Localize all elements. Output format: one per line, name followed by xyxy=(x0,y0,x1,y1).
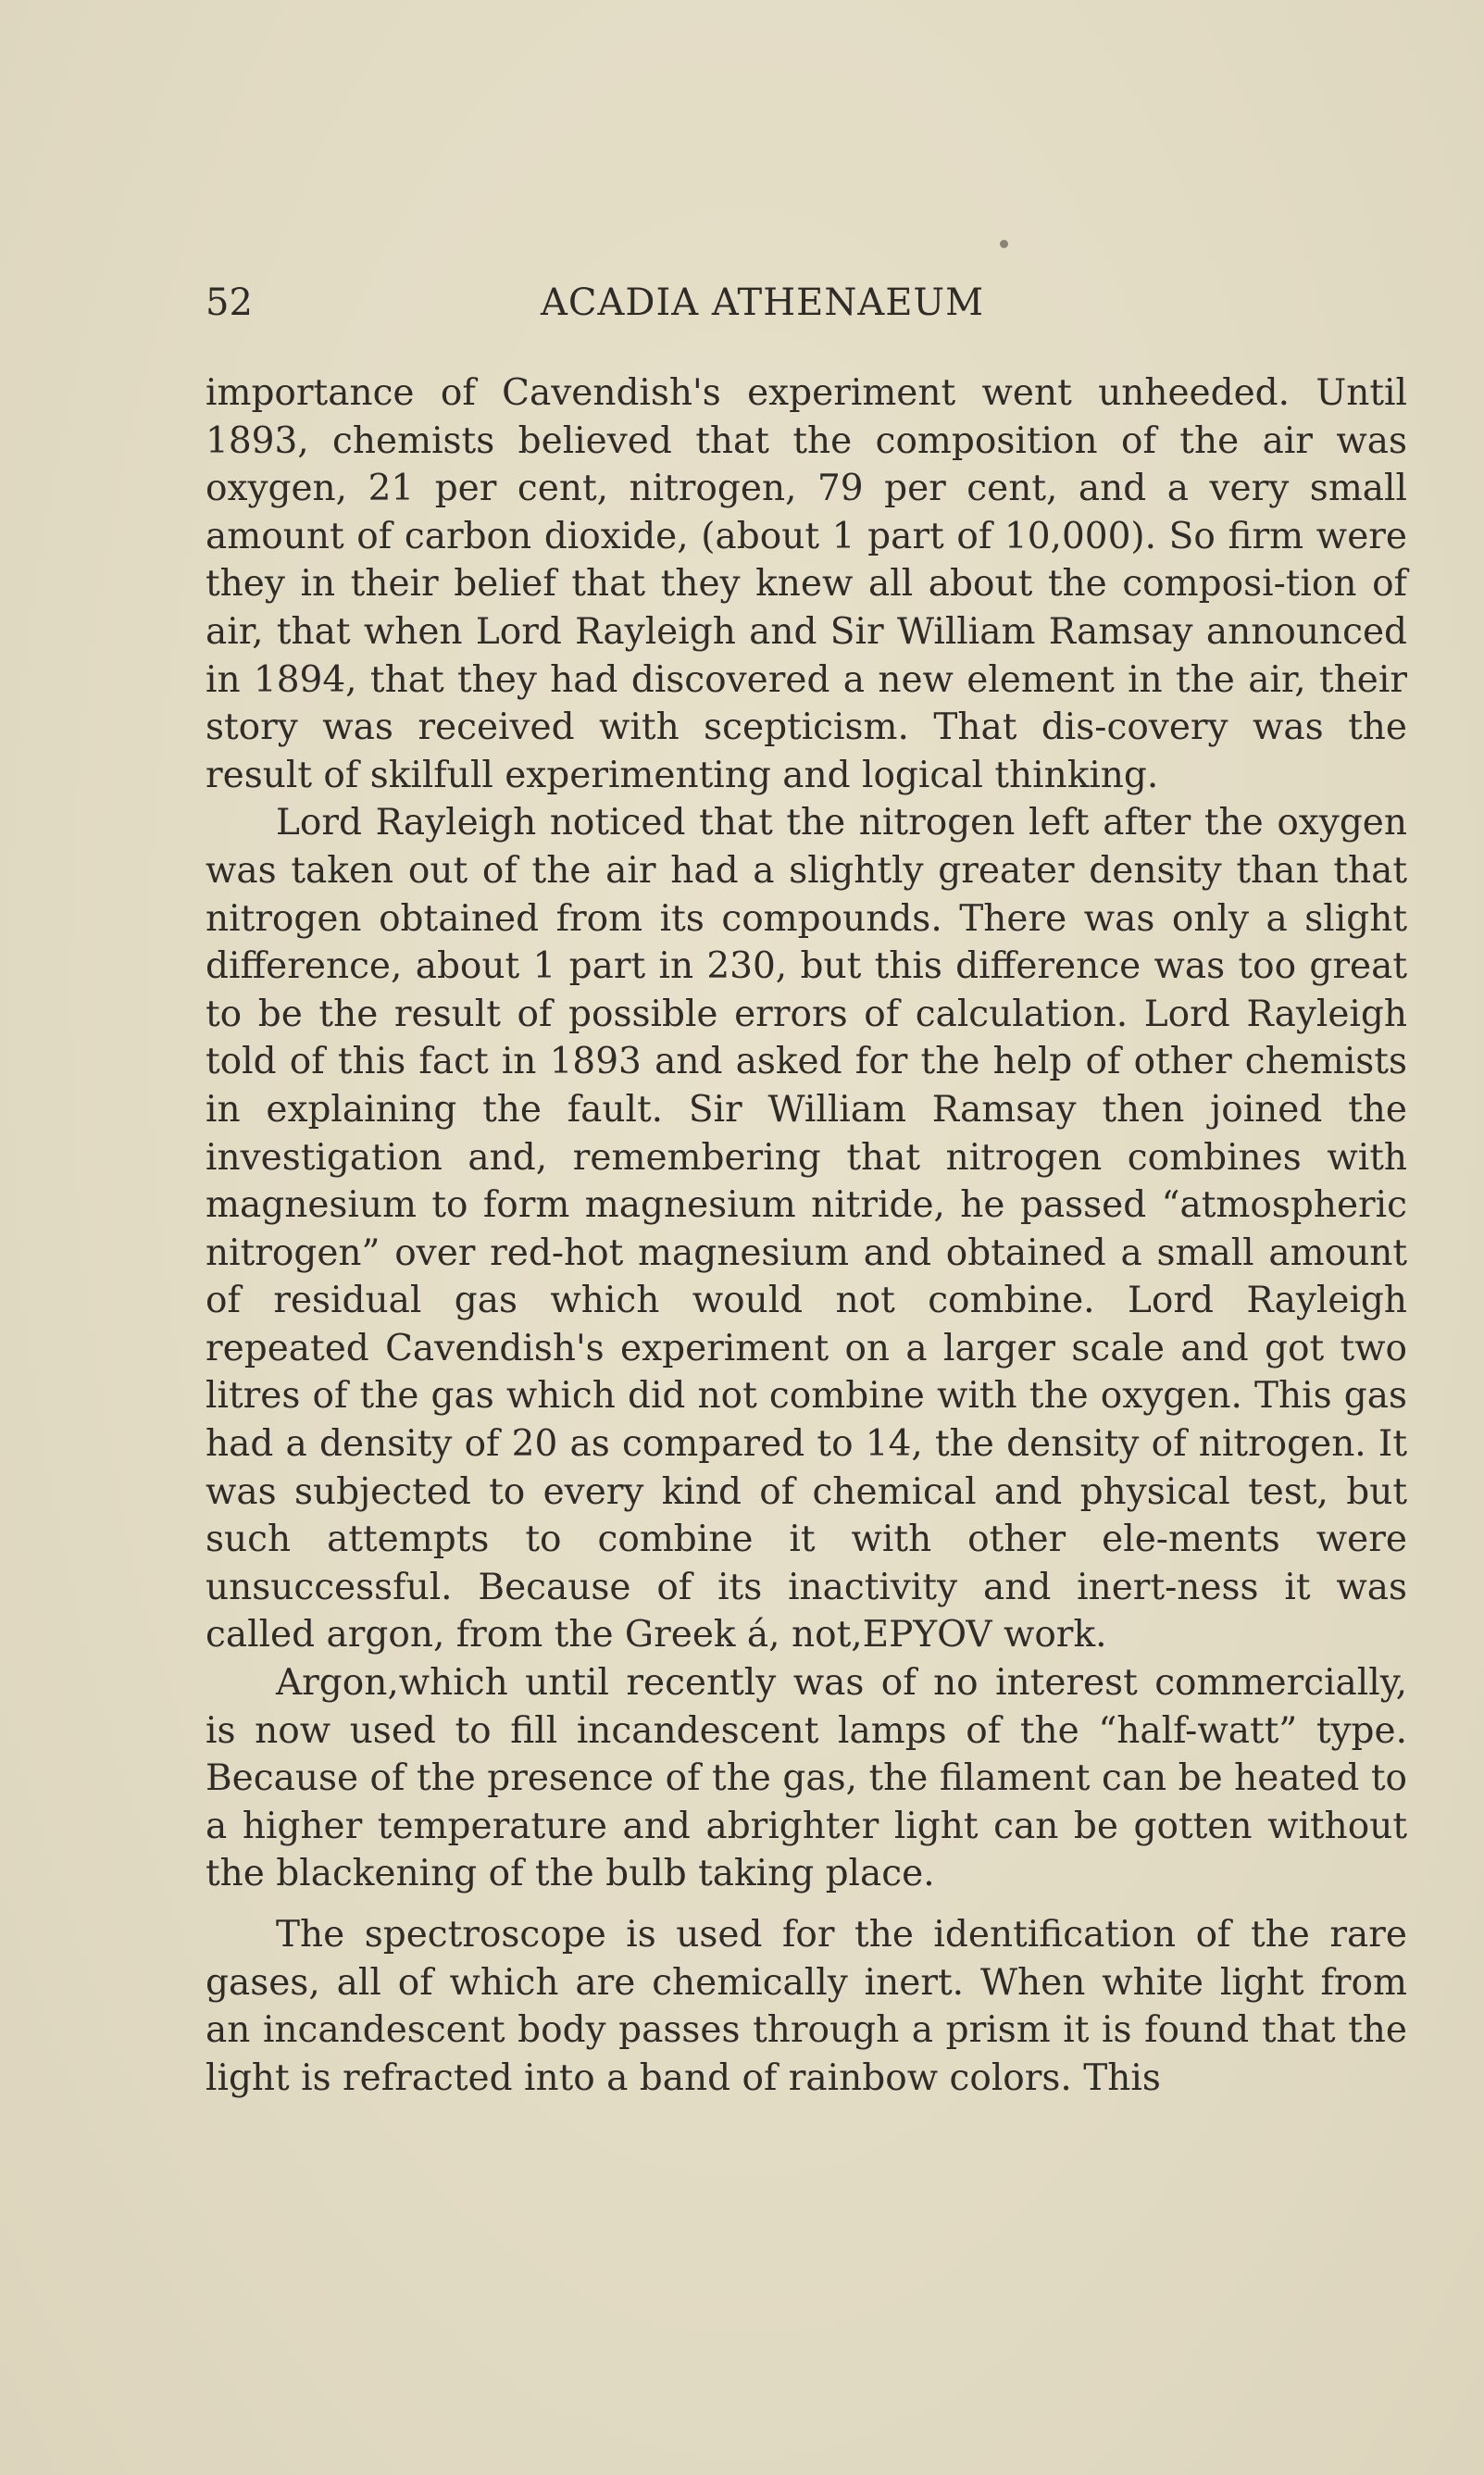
paragraph-3: Argon,which until recently was of no interest commercially, is now used to fill incandescent lamps of the “half-watt” type. Because of the presence of the gas, the filament can be heated to a higher temperature and abrighter light can be gotten without the blackening of the bulb taking place. xyxy=(206,1662,1407,1895)
paragraph-2: Lord Rayleigh noticed that the nitrogen left after the oxygen was taken out of the air had a slightly greater density than that nitrogen obtained from its compounds. There was only a slight difference, about 1 part in 230, but this difference was too great to be the result of possible errors of calculation. Lord Rayleigh told of this fact in 1893 and asked for the help of other chemists in explaining the fault. Sir William Ramsay then joined the investigation and, remembering that nitrogen combines with magnesium to form magnesium nitride, he passed “atmospheric nitrogen” over red-hot magnesium and obtained a small amount of residual gas which would not combine. Lord Rayleigh repeated Cavendish's experiment on a larger scale and got two litres of the gas which did not combine with the oxygen. This gas had a density of 20 as compared to 14, the density of nitrogen. It was subjected to every kind of chemical and physical test, but such attempts to combine it with other ele-ments were unsuccessful. Because of its inactivity and inert-ness it was called argon, from the Greek á, not,EPYOV work. xyxy=(206,802,1407,1656)
running-title: ACADIA ATHENAEUM xyxy=(541,281,985,324)
article-body xyxy=(206,369,1407,2102)
paragraph-4: The spectroscope is used for the identification of the rare gases, all of which are chemically inert. When white light from an incandescent body passes through a prism it is found that the light is refracted into a band of rainbow colors. This xyxy=(206,1914,1407,2099)
paragraph-1: importance of Cavendish's experiment went unheeded. Until 1893, chemists believed that the composition of the air was oxygen, 21 per cent, nitrogen, 79 per cent, and a very small amount of carbon dioxide, (about 1 part of 10,000). So firm were they in their belief that they knew all about the composi-tion of air, that when Lord Rayleigh and Sir William Ramsay announced in 1894, that they had discovered a new element in the air, their story was received with scepticism. That dis-covery was the result of skilfull experimenting and logical thinking. xyxy=(206,372,1407,796)
page-number: 52 xyxy=(206,281,253,324)
ink-speck xyxy=(1000,240,1008,248)
running-header xyxy=(206,270,1409,335)
